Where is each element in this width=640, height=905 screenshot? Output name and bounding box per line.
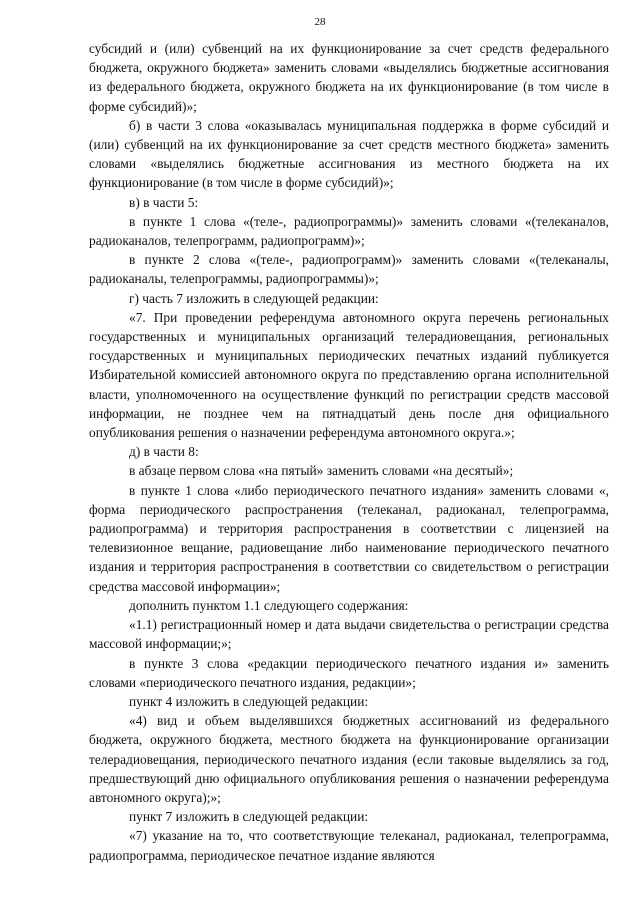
- paragraph: б) в части 3 слова «оказывалась муниципальная поддержка в форме субсидий и (или) субвенций на их функционирование за счет средств местного бюджета» заменить словами «выделялись бюджетные ассигнования из местного бюджета на их функционирование (в том числе в форме субсидий)»;: [89, 117, 609, 191]
- paragraph: в пункте 1 слова «(теле-, радиопрограммы)» заменить словами «(телеканалов, радиоканалов, телепрограмм, радиопрограмм)»;: [89, 213, 609, 249]
- paragraph: в пункте 3 слова «редакции периодического печатного издания и» заменить словами «периодического печатного издания, редакции»;: [89, 655, 609, 690]
- paragraph: «1.1) регистрационный номер и дата выдачи свидетельства о регистрации средства массовой информации;»;: [89, 617, 609, 652]
- paragraph: в пункте 1 слова «либо периодического печатного издания» заменить словами «, форма периодического распространения (телеканал, радиоканал, телепрограмма, радиопрограмма) и территория распространения в соответствии с лицензией на телевизионное вещание, радиовещание либо наименование периодического печатного издания и территория распространения в соответствии со свидетельством о регистрации средства массовой информации»;: [89, 482, 609, 594]
- paragraph: д) в части 8:: [129, 444, 199, 460]
- paragraph: субсидий и (или) субвенций на их функционирование за счет средств федерального бюджета, окружного бюджета» заменить словами «выделялись бюджетные ассигнования из федерального бюджета, окружного бюджета на их функционирование (в том числе в форме субсидий)»;: [89, 41, 609, 114]
- paragraph: в пункте 2 слова «(теле-, радиопрограмм)» заменить словами «(телеканалы, радиоканалы, телепрограммы, радиопрограммы)»;: [89, 252, 609, 287]
- paragraph: «7. При проведении референдума автономного округа перечень региональных государственных и муниципальных организаций телерадиовещания, региональных государственных и муниципальных периодических печатных изданий публикуется Избирательной комиссией автономного округа по представлению органа исполнительной власти, уполномоченного на осуществление функций по регистрации средств массовой информации, не позднее чем на пятнадцатый день после дня официального опубликования решения о назначении референдума автономного округа.»;: [89, 309, 609, 441]
- paragraph: «7) указание на то, что соответствующие телеканал, радиоканал, телепрограмма, радиопрограмма, периодическое печатное издание являются: [89, 828, 609, 863]
- paragraph: г) часть 7 изложить в следующей редакции:: [129, 290, 379, 306]
- paragraph: в) в части 5:: [129, 194, 199, 210]
- paragraph: в абзаце первом слова «на пятый» заменить словами «на десятый»;: [129, 463, 514, 479]
- paragraph: дополнить пунктом 1.1 следующего содержания:: [129, 597, 409, 613]
- paragraph: пункт 7 изложить в следующей редакции:: [129, 809, 369, 825]
- document-body: [89, 39, 609, 865]
- page-number: 28: [314, 16, 326, 28]
- paragraph: пункт 4 изложить в следующей редакции:: [129, 693, 369, 709]
- paragraph: «4) вид и объем выделявшихся бюджетных ассигнований из федерального бюджета, окружного бюджета, местного бюджета на функционирование организации телерадиовещания, периодического печатного издания (если таковые выделялись за год, предшествующий дню официального опубликования решения о назначении референдума автономного округа);»;: [89, 713, 609, 805]
